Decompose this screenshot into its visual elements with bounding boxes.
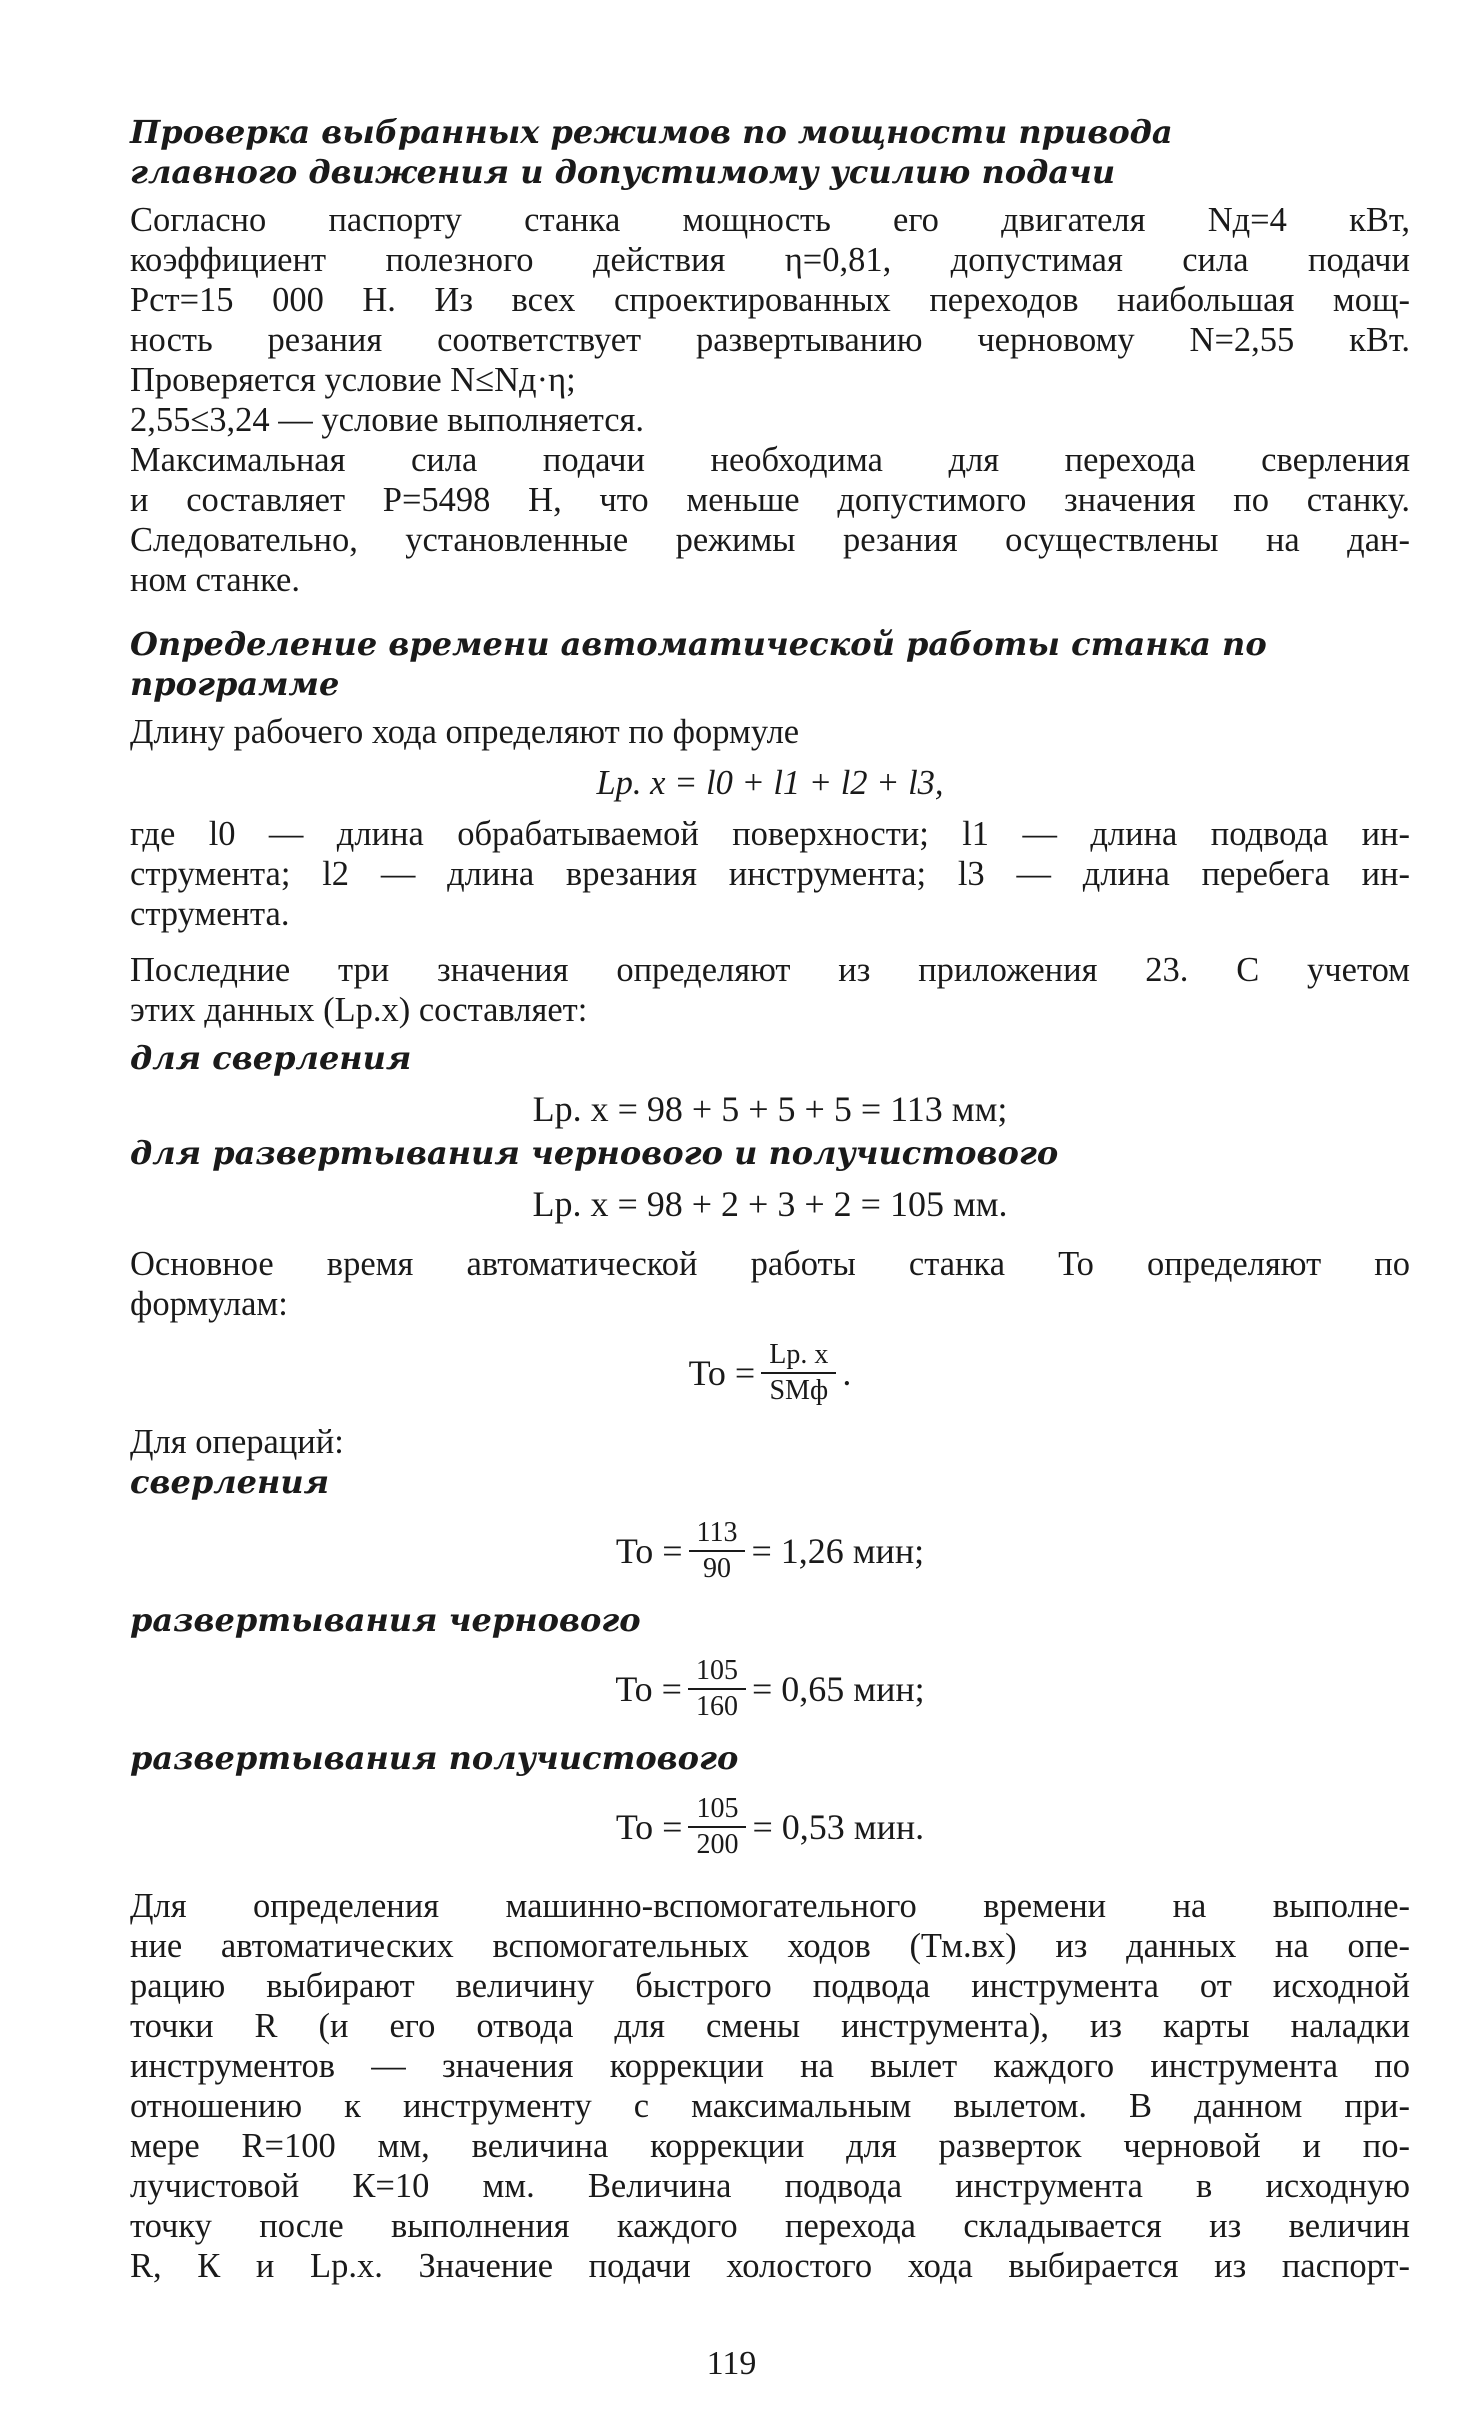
fraction [688,1794,746,1860]
formula-op-rough-reaming [130,1656,1410,1722]
paragraph-main-time [130,1244,1410,1324]
formula-lhs: То = [615,1807,683,1847]
formula-lhs: То = [688,1353,756,1393]
text-line: струмента; l2 — длина врезания инструмента; l3 — длина перебега ин- [130,855,1410,893]
heading-line: Проверка выбранных режимов по мощности привода [130,113,1173,151]
label-op-drilling: сверления [130,1463,330,1501]
formula-drilling [130,1086,1410,1133]
text-line: Рст=15 000 Н. Из всех спроектированных переходов наибольшая мощ- [130,281,1410,319]
text-line: R, К и Lр.х. Значение подачи холостого хода выбирается из паспорт- [130,2247,1410,2285]
formula-working-stroke [130,760,1410,806]
text-line: рацию выбирают величину быстрого подвода инструмента от исходной [130,1967,1410,2005]
paragraph-last-three [130,950,1410,1030]
formula-text: Lр. х = 98 + 5 + 5 + 5 = 113 мм; [532,1089,1008,1129]
fraction-numerator: 105 [688,1794,746,1828]
heading-line: Определение времени автоматической работы станка по программе [130,625,1267,703]
section-heading-auto-time [130,624,1410,704]
text-line: инструментов — значения коррекции на вылет каждого инструмента по [130,2047,1410,2085]
paragraph-condition [130,360,1410,440]
formula-lhs: То = [615,1531,683,1571]
formula-result: = 0,53 мин. [752,1807,925,1847]
paragraph-intro [130,712,1410,752]
formula-lhs: То = [615,1669,682,1709]
formula-tail: . [842,1353,852,1393]
formula-reaming [130,1181,1410,1228]
fraction-denominator: 160 [695,1691,738,1722]
paragraph-aux-time [130,1886,1410,2286]
text-line: ность резания соответствует развертыванию черновому N=2,55 кВт. [130,321,1410,359]
page-number: 119 [706,2345,757,2382]
paragraph-for-operations [130,1422,1410,1462]
text-line: Проверяется условие N≤Nд·η; [130,361,576,399]
text-line: Максимальная сила подачи необходима для перехода сверления [130,441,1410,479]
formula-main-time [130,1340,1410,1406]
fraction-numerator: 113 [689,1518,746,1552]
text-line: и составляет Р=5498 Н, что меньше допустимого значения по станку. [130,481,1410,519]
fraction-numerator: Lр. х [761,1340,836,1374]
text-line: Для операций: [130,1423,344,1461]
heading-line: главного движения и допустимому усилию подачи [130,153,1116,191]
fraction [761,1340,836,1406]
fraction [689,1518,746,1584]
text-line: формулам: [130,1285,288,1323]
text-line: Основное время автоматической работы станка То определяют по [130,1245,1410,1283]
formula-result: = 0,65 мин; [751,1669,925,1709]
fraction-denominator: SМф [769,1375,829,1406]
text-line: отношению к инструменту с максимальным вылетом. В данном при- [130,2087,1410,2125]
formula-op-drilling [130,1518,1410,1584]
text-line: ном станке. [130,561,300,599]
label-op-semifinish-reaming: развертывания получистового [130,1739,739,1777]
text-line: точку после выполнения каждого перехода складывается из величин [130,2207,1410,2245]
text-line: Для определения машинно-вспомогательного времени на выполне- [130,1887,1410,1925]
text-line: лучистовой К=10 мм. Величина подвода инструмента в исходную [130,2167,1410,2205]
text-line: где l0 — длина обрабатываемой поверхности; l1 — длина подвода ин- [130,815,1410,853]
formula-op-semifinish-reaming [130,1794,1410,1860]
formula-text: Lр. х = l0 + l1 + l2 + l3, [596,764,944,802]
formula-text: Lр. х = 98 + 2 + 3 + 2 = 105 мм. [532,1184,1008,1224]
text-line: Согласно паспорту станка мощность его двигателя Nд=4 кВт, [130,201,1410,239]
fraction [688,1656,746,1722]
text-line: Длину рабочего хода определяют по формуле [130,713,800,751]
text-line: Последние три значения определяют из приложения 23. С учетом [130,951,1410,989]
text-line: этих данных (Lр.х) составляет: [130,991,588,1029]
section-heading-power-check [130,112,1410,192]
paragraph-max-force [130,440,1410,600]
fraction-numerator: 105 [688,1656,746,1690]
formula-result: = 1,26 мин; [751,1531,925,1571]
label-drilling: для сверления [130,1039,412,1077]
text-line: 2,55≤3,24 — условие выполняется. [130,401,645,439]
text-line: Следовательно, установленные режимы резания осуществлены на дан- [130,521,1410,559]
text-line: коэффициент полезного действия η=0,81, допустимая сила подачи [130,241,1410,279]
text-line: точки R (и его отвода для смены инструмента), из карты наладки [130,2007,1410,2045]
text-line: струмента. [130,895,290,933]
text-line: ние автоматических вспомогательных ходов (Тм.вх) из данных на опе- [130,1927,1410,1965]
label-op-rough-reaming: развертывания чернового [130,1601,641,1639]
label-reaming: для развертывания чернового и получистового [130,1134,1059,1172]
page-content [130,112,1410,2286]
paragraph-where [130,814,1410,934]
fraction-denominator: 90 [702,1553,731,1584]
text-line: мере R=100 мм, величина коррекции для разверток черновой и по- [130,2127,1410,2165]
fraction-denominator: 200 [696,1829,739,1860]
paragraph-passport [130,200,1410,360]
